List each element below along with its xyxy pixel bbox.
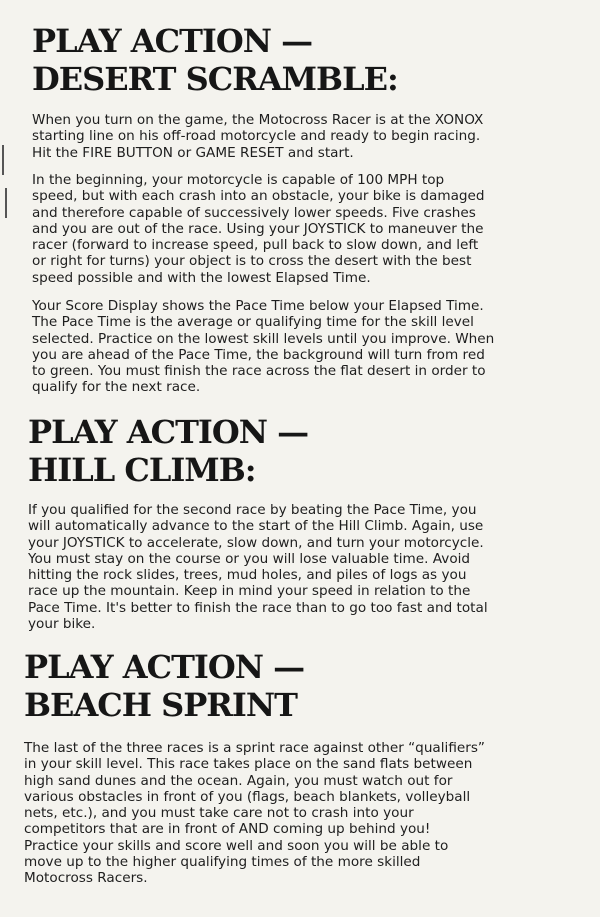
text-line: The last of the three races is a sprint race against other “qualifiers” xyxy=(24,740,485,756)
text-line: If you qualified for the second race by beating the Pace Time, you xyxy=(28,502,477,518)
heading-desert-line2: DESERT SCRAMBLE: xyxy=(32,60,398,98)
heading-beach-line1: PLAY ACTION — xyxy=(24,648,305,686)
text-line: various obstacles in front of you (flags, beach blankets, volleyball xyxy=(24,788,471,805)
text-line: You must stay on the course or you will lose valuable time. Avoid xyxy=(28,550,471,567)
scan-mark xyxy=(5,188,7,218)
text-line: competitors that are in front of AND coming up behind you! xyxy=(24,821,431,838)
text-line: selected. Practice on the lowest skill levels until you improve. When xyxy=(32,330,495,347)
text-line: speed, but with each crash into an obstacle, your bike is damaged xyxy=(32,188,485,205)
text-line: in your skill level. This race takes place on the sand flats between xyxy=(24,756,473,773)
heading-beach-line2: BEACH SPRINT xyxy=(24,686,297,724)
text-line: Motocross Racers. xyxy=(24,870,148,887)
text-line: starting line on his off-road motorcycle and ready to begin racing. xyxy=(32,128,481,145)
scan-mark xyxy=(2,145,4,175)
text-line: to green. You must finish the race across the flat desert in order to xyxy=(32,363,486,380)
text-line: speed possible and with the lowest Elapsed Time. xyxy=(32,269,371,286)
text-line: Pace Time. It's better to finish the race than to go too fast and total xyxy=(28,599,488,616)
text-line: Practice your skills and score well and soon you will be able to xyxy=(24,837,449,854)
text-line: Hit the FIRE BUTTON or GAME RESET and start. xyxy=(32,144,354,161)
text-line: racer (forward to increase speed, pull back to slow down, and left xyxy=(32,237,479,254)
text-line: will automatically advance to the start of the Hill Climb. Again, use xyxy=(28,518,484,535)
paragraph xyxy=(32,172,485,286)
text-line: and therefore capable of successively lower speeds. Five crashes xyxy=(32,204,476,221)
text-line: Your Score Display shows the Pace Time below your Elapsed Time. xyxy=(32,298,484,314)
text-line: When you turn on the game, the Motocross Racer is at the XONOX xyxy=(32,112,484,128)
text-line: In the beginning, your motorcycle is capable of 100 MPH top xyxy=(32,172,445,188)
text-line: The Pace Time is the average or qualifying time for the skill level xyxy=(32,314,474,331)
heading-desert-line1: PLAY ACTION — xyxy=(32,22,313,60)
paragraph xyxy=(32,298,494,396)
text-line: nets, etc.), and you must take care not to crash into your xyxy=(24,805,414,822)
text-line: qualify for the next race. xyxy=(32,379,201,396)
paragraph xyxy=(24,740,485,887)
heading-hill-line1: PLAY ACTION — xyxy=(28,413,309,451)
text-line: and you are out of the race. Using your JOYSTICK to maneuver the xyxy=(32,220,484,237)
text-line: hitting the rock slides, trees, mud holes, and piles of logs as you xyxy=(28,567,467,584)
paragraph xyxy=(28,502,488,632)
text-line: you are ahead of the Pace Time, the background will turn from red xyxy=(32,346,485,363)
text-line: your bike. xyxy=(28,616,96,633)
text-line: race up the mountain. Keep in mind your speed in relation to the xyxy=(28,583,471,600)
text-line: high sand dunes and the ocean. Again, you must watch out for xyxy=(24,772,453,789)
text-line: or right for turns) your object is to cross the desert with the best xyxy=(32,253,472,270)
heading-hill-line2: HILL CLIMB: xyxy=(28,451,256,489)
paragraph xyxy=(32,112,483,161)
text-line: your JOYSTICK to accelerate, slow down, and turn your motorcycle. xyxy=(28,534,484,551)
text-line: move up to the higher qualifying times of the more skilled xyxy=(24,854,421,871)
